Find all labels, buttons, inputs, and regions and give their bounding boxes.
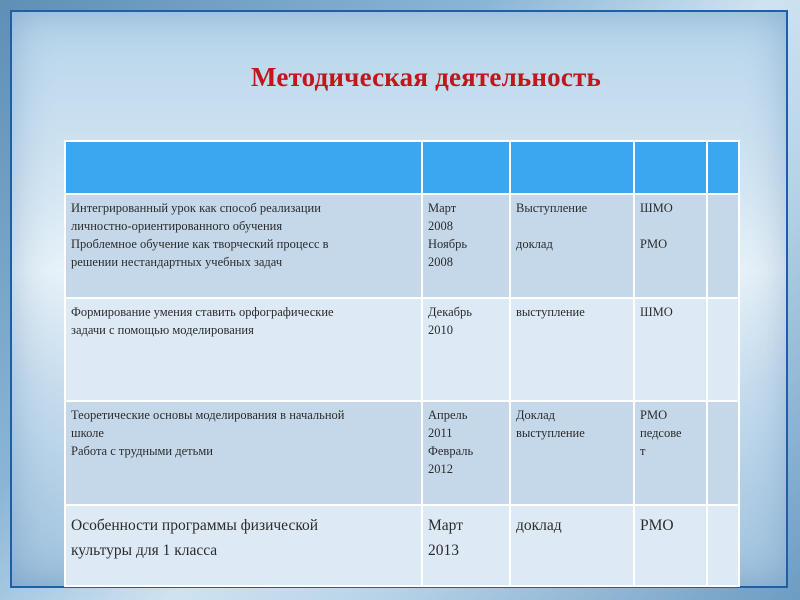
level-line: т	[640, 444, 646, 458]
form-line: выступление	[516, 305, 585, 319]
topic-line: решении нестандартных учебных задач	[71, 255, 283, 269]
level-cell	[634, 505, 707, 586]
table-row	[65, 401, 739, 505]
header-cell-date	[422, 141, 510, 194]
date-line: Март	[428, 517, 463, 534]
date-line: 2012	[428, 462, 453, 476]
level-cell	[634, 401, 707, 505]
level-gap	[640, 217, 701, 235]
extra-cell	[707, 401, 739, 505]
date-cell	[422, 401, 510, 505]
topic-cell	[65, 194, 422, 298]
table-row	[65, 298, 739, 401]
date-line: Апрель	[428, 408, 468, 422]
header-cell-form	[510, 141, 634, 194]
form-gap	[516, 217, 628, 235]
level-line: РМО	[640, 237, 668, 251]
form-line: Доклад	[516, 408, 555, 422]
extra-cell	[707, 505, 739, 586]
level-cell	[634, 194, 707, 298]
date-line: 2008	[428, 219, 453, 233]
level-cell	[634, 298, 707, 401]
level-line: ШМО	[640, 201, 673, 215]
form-cell	[510, 401, 634, 505]
form-cell	[510, 505, 634, 586]
date-line: 2008	[428, 255, 453, 269]
form-line: выступление	[516, 426, 585, 440]
date-cell	[422, 194, 510, 298]
topic-cell	[65, 298, 422, 401]
topic-line: задачи с помощью моделирования	[71, 323, 254, 337]
activity-table	[64, 140, 740, 587]
form-line: Выступление	[516, 201, 588, 215]
extra-cell	[707, 298, 739, 401]
topic-line: Формирование умения ставить орфографические	[71, 305, 334, 319]
header-cell-extra	[707, 141, 739, 194]
form-cell	[510, 194, 634, 298]
topic-line: Работа с трудными детьми	[71, 444, 213, 458]
topic-line: Теоретические основы моделирования в начальной	[71, 408, 345, 422]
date-cell	[422, 505, 510, 586]
date-line: 2010	[428, 323, 453, 337]
table-row	[65, 505, 739, 586]
level-line: ШМО	[640, 305, 673, 319]
topic-line: Проблемное обучение как творческий процесс в	[71, 237, 329, 251]
table-row	[65, 194, 739, 298]
header-cell-level	[634, 141, 707, 194]
date-line: Март	[428, 201, 457, 215]
form-line: доклад	[516, 517, 562, 534]
table-header-row	[65, 141, 739, 194]
form-line: доклад	[516, 237, 553, 251]
topic-line: личностно-ориентированного обучения	[71, 219, 283, 233]
form-cell	[510, 298, 634, 401]
topic-line: Интегрированный урок как способ реализации	[71, 201, 321, 215]
date-line: Декабрь	[428, 305, 472, 319]
level-line: педсове	[640, 426, 682, 440]
topic-cell	[65, 505, 422, 586]
page-title: Методическая деятельность	[251, 62, 601, 92]
date-cell	[422, 298, 510, 401]
level-line: РМО	[640, 517, 674, 534]
date-line: 2011	[428, 426, 453, 440]
date-line: Февраль	[428, 444, 474, 458]
date-line: 2013	[428, 542, 459, 559]
extra-cell	[707, 194, 739, 298]
level-line: РМО	[640, 408, 668, 422]
topic-line: Особенности программы физической	[71, 517, 319, 534]
date-line: Ноябрь	[428, 237, 468, 251]
topic-cell	[65, 401, 422, 505]
header-cell-topic	[65, 141, 422, 194]
topic-line: культуры для 1 класса	[71, 542, 218, 559]
topic-line: школе	[71, 426, 104, 440]
